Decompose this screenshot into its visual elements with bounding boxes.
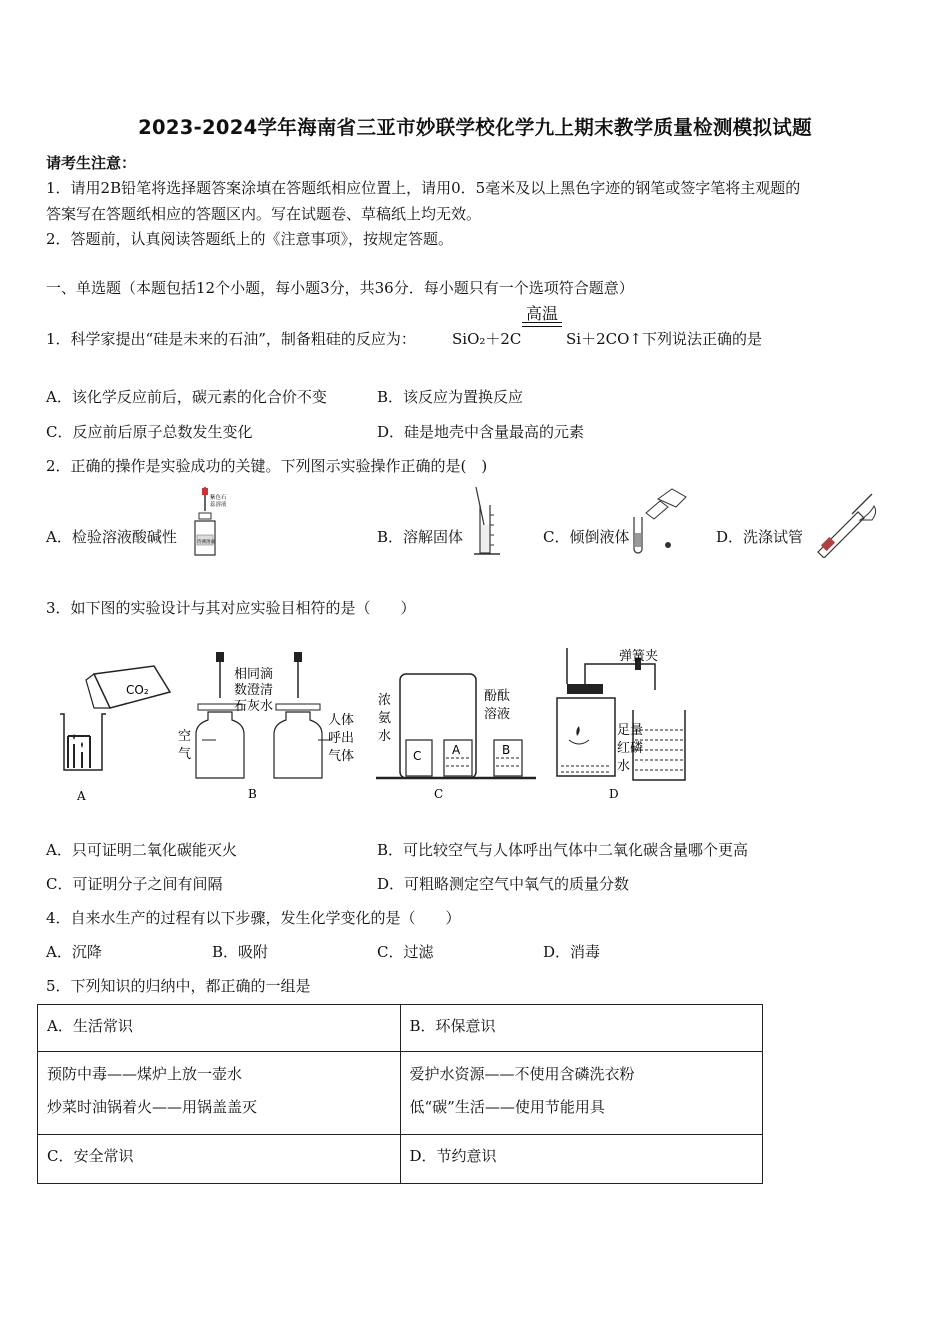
q3-fig-d-label: D xyxy=(609,787,619,801)
q3-fig-b-drops-2: 数澄清 xyxy=(234,683,274,698)
section-heading: 一、单选题（本题包括12个小题，每小题3分，共36分．每小题只有一个选项符合题意） xyxy=(46,279,634,297)
q2-option-c: C．倾倒液体 xyxy=(543,528,630,546)
q3-fig-b-label: B xyxy=(248,787,257,801)
q3-figure-c xyxy=(376,670,536,804)
q5-cell-c-head: C．安全常识 xyxy=(38,1135,401,1184)
q2-option-d: D．洗涤试管 xyxy=(716,528,804,546)
q3-stem: 3．如下图的实验设计与其对应实验目相符的是（ ） xyxy=(46,599,416,617)
notice-item-1b: 答案写在答题纸相应的答题区内。写在试题卷、草稿纸上均无效。 xyxy=(46,205,482,223)
q3-fig-b-breath-1: 人体 xyxy=(328,713,355,728)
q2-option-b: B．溶解固体 xyxy=(377,528,464,546)
q2-figure-d xyxy=(812,490,880,558)
q1-option-b: B．该反应为置换反应 xyxy=(377,388,524,406)
q5-cell-a-head: A．生活常识 xyxy=(38,1005,401,1052)
q3-fig-a-gas: CO₂ xyxy=(126,683,149,697)
q4-option-b: B．吸附 xyxy=(212,943,269,961)
q3-fig-b-breath-2: 呼出 xyxy=(328,731,355,746)
q4-stem: 4．自来水生产的过程有以下步骤，发生化学变化的是（ ） xyxy=(46,909,461,927)
q1-reactants: SiO₂＋2C xyxy=(452,330,522,348)
q4-option-c: C．过滤 xyxy=(377,943,434,961)
q2-stem: 2．正确的操作是实验成功的关键。下列图示实验操作正确的是( ) xyxy=(46,457,488,475)
q2-figure-c xyxy=(628,487,690,557)
q3-figure-b xyxy=(168,648,368,803)
q3-fig-c-cup-c: C xyxy=(413,749,422,763)
q5-cell-d-head: D．节约意识 xyxy=(400,1135,763,1184)
q2-figure-b xyxy=(470,485,510,557)
exam-title: 2023-2024学年海南省三亚市妙联学校化学九上期末教学质量检测模拟试题 xyxy=(138,116,812,139)
q3-fig-b-drops-1: 相同滴 xyxy=(234,667,274,682)
q3-fig-a-label: A xyxy=(77,789,86,800)
q3-fig-d-clip: 弹簧夹 xyxy=(619,649,659,664)
q5-cell-a-line-2: 炒菜时油锅着火——用锅盖盖灭 xyxy=(47,1098,258,1116)
q5-cell-b-line-1: 爱护水资源——不使用含磷洗衣粉 xyxy=(409,1065,635,1083)
notice-item-2: 2．答题前，认真阅读答题纸上的《注意事项》，按规定答题。 xyxy=(46,230,454,248)
q5-cell-b-content xyxy=(400,1052,763,1135)
q3-figure-a xyxy=(54,660,184,800)
q5-cell-a-content xyxy=(38,1052,401,1135)
q5-stem: 5．下列知识的归纳中，都正确的一组是 xyxy=(46,977,311,995)
q3-figure-d xyxy=(545,644,705,804)
q2-fig-label-1: 紫色石 xyxy=(210,495,227,501)
q2-fig-label-2: 蕊溶液 xyxy=(210,502,227,508)
q2-fig-bottle: 待测溶液 xyxy=(197,540,215,545)
q3-fig-c-ammonia-2: 氨 xyxy=(378,711,392,726)
q3-option-a: A．只可证明二氧化碳能灭火 xyxy=(46,841,237,859)
q3-fig-d-water: 水 xyxy=(617,759,631,774)
q2-figure-a xyxy=(192,485,252,557)
q4-option-d: D．消毒 xyxy=(543,943,601,961)
q1-option-d: D．硅是地壳中含量最高的元素 xyxy=(377,423,585,441)
q5-cell-b-line-2: 低“碳”生活——使用节能用具 xyxy=(409,1098,605,1116)
q3-fig-c-phenol-1: 酚酞 xyxy=(484,689,511,704)
q3-fig-c-cup-b: B xyxy=(502,743,511,757)
q5-cell-b-head: B．环保意识 xyxy=(400,1005,763,1052)
q3-fig-d-p-1: 足量 xyxy=(617,723,644,738)
q1-products: Si＋2CO↑下列说法正确的是 xyxy=(566,330,762,348)
q3-option-d: D．可粗略测定空气中氧气的质量分数 xyxy=(377,875,630,893)
q3-fig-d-p-2: 红磷 xyxy=(617,741,644,756)
q1-option-c: C．反应前后原子总数发生变化 xyxy=(46,423,253,441)
notice-item-1a: 1．请用2B铅笔将选择题答案涂填在答题纸相应位置上，请用0．5毫米及以上黑色字迹的钢笔或签字笔将主观题的 xyxy=(46,179,801,197)
q3-fig-b-air-2: 气 xyxy=(178,747,192,762)
q3-fig-c-label: C xyxy=(434,787,444,801)
q4-option-a: A．沉降 xyxy=(46,943,102,961)
q1-equation-arrow xyxy=(522,322,562,327)
q3-fig-b-breath-3: 气体 xyxy=(328,749,355,764)
q1-option-a: A．该化学反应前后，碳元素的化合价不变 xyxy=(46,388,327,406)
q3-fig-c-phenol-2: 溶液 xyxy=(484,707,511,722)
q5-cell-a-line-1: 预防中毒——煤炉上放一壶水 xyxy=(47,1065,243,1083)
q3-option-b: B．可比较空气与人体呼出气体中二氧化碳含量哪个更高 xyxy=(377,841,749,859)
q1-condition: 高温 xyxy=(525,304,558,323)
q3-option-c: C．可证明分子之间有间隔 xyxy=(46,875,223,893)
q3-fig-c-ammonia-3: 水 xyxy=(378,729,392,744)
q3-fig-c-ammonia-1: 浓 xyxy=(378,693,392,708)
q2-option-a: A．检验溶液酸碱性 xyxy=(46,528,177,546)
q3-fig-b-air-1: 空 xyxy=(178,729,192,744)
q3-fig-b-drops-3: 石灰水 xyxy=(234,699,274,714)
q3-fig-c-cup-a: A xyxy=(452,743,461,757)
notice-heading: 请考生注意： xyxy=(46,154,137,172)
q1-stem: 1．科学家提出“硅是未来的石油”，制备粗硅的反应为： xyxy=(46,330,416,348)
q5-knowledge-table xyxy=(37,1004,763,1184)
